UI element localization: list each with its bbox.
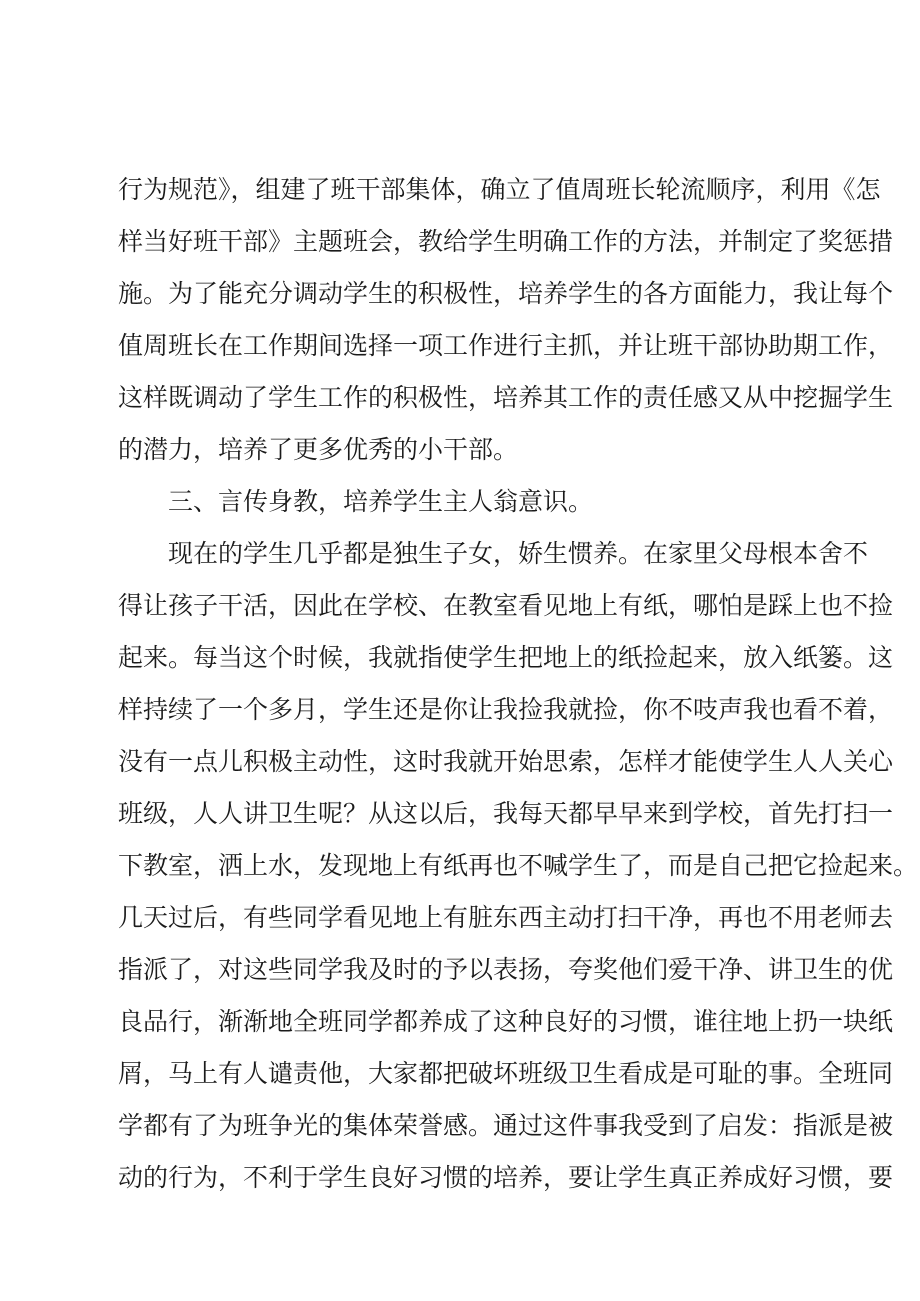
text-line: 值周班长在工作期间选择一项工作进行主抓，并让班干部协助期工作，	[118, 331, 894, 360]
text-line: 指派了，对这些同学我及时的予以表扬，夸奖他们爱干净、讲卫生的优	[118, 955, 894, 984]
text-line: 几天过后，有些同学看见地上有脏东西主动打扫干净，再也不用老师去	[118, 903, 894, 932]
text-line: 行为规范》，组建了班干部集体，确立了值周班长轮流顺序，利用《怎	[118, 175, 881, 204]
text-line: 的潜力，培养了更多优秀的小干部。	[118, 435, 519, 464]
text-line: 良品行，渐渐地全班同学都养成了这种良好的习惯，谁往地上扔一块纸	[118, 1007, 894, 1036]
text-line: 起来。每当这个时候，我就指使学生把地上的纸捡起来，放入纸篓。这	[118, 643, 894, 672]
text-line: 下教室，洒上水，发现地上有纸再也不喊学生了，而是自己把它捡起来。	[118, 851, 919, 880]
text-line: 没有一点儿积极主动性，这时我就开始思索，怎样才能使学生人人关心	[118, 747, 894, 776]
text-line: 动的行为，不利于学生良好习惯的培养，要让学生真正养成好习惯，要	[118, 1163, 894, 1192]
text-line: 这样既调动了学生工作的积极性，培养其工作的责任感又从中挖掘学生	[118, 383, 894, 412]
paragraph-first-line: 现在的学生几乎都是独生子女，娇生惯养。在家里父母根本舍不	[168, 539, 869, 568]
text-line: 施。为了能充分调动学生的积极性，培养学生的各方面能力，我让每个	[118, 279, 894, 308]
text-line: 屑，马上有人谴责他，大家都把破坏班级卫生看成是可耻的事。全班同	[118, 1059, 894, 1088]
section-heading: 三、言传身教，培养学生主人翁意识。	[168, 487, 594, 516]
text-line: 班级，人人讲卫生呢？从这以后，我每天都早早来到学校，首先打扫一	[118, 799, 894, 828]
text-line: 样持续了一个多月，学生还是你让我捡我就捡，你不吱声我也看不着，	[118, 695, 894, 724]
text-line: 得让孩子干活，因此在学校、在教室看见地上有纸，哪怕是踩上也不捡	[118, 591, 894, 620]
text-line: 学都有了为班争光的集体荣誉感。通过这件事我受到了启发：指派是被	[118, 1111, 894, 1140]
text-line: 样当好班干部》主题班会，教给学生明确工作的方法，并制定了奖惩措	[118, 227, 894, 256]
